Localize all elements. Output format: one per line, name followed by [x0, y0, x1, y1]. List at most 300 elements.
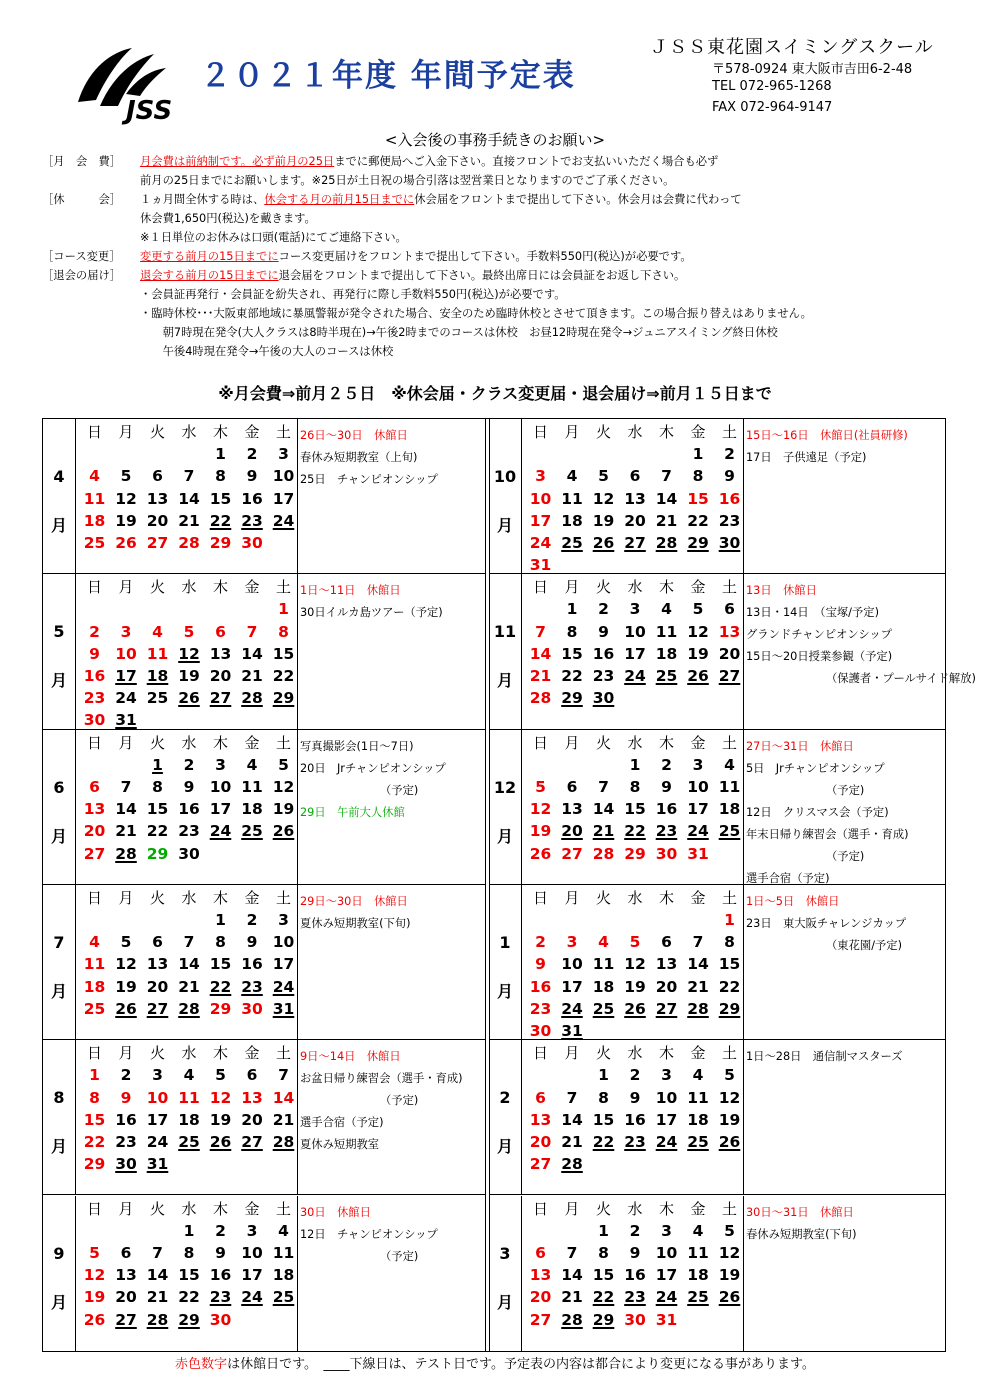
- day-cell: 30: [655, 844, 678, 863]
- day-cell: 7: [183, 933, 195, 952]
- day-cell: 12: [83, 1266, 106, 1285]
- notice-text-part: 退会届をフロントまで提出して下さい。最終出席日には会員証をお返し下さい。: [278, 269, 686, 282]
- event-item: 13日・14日 （宝塚/予定): [746, 606, 879, 620]
- day-cell: 13: [529, 1110, 552, 1129]
- day-cell: 11: [241, 777, 263, 796]
- event-item: 1日～11日 休館日: [300, 584, 401, 598]
- notice-row: [42, 323, 962, 342]
- day-cell: 11: [83, 489, 106, 508]
- month-suffix: 月: [50, 516, 67, 535]
- day-grid: [75, 885, 298, 1039]
- day-cell: 21: [115, 822, 137, 841]
- day-cell: 22: [83, 1132, 106, 1151]
- day-cell: 17: [529, 511, 552, 530]
- day-cell: 10: [529, 489, 552, 508]
- day-cell: 18: [241, 800, 263, 819]
- day-cell: 20: [655, 977, 678, 996]
- month-number: 11: [493, 622, 517, 642]
- weekday-header: 月: [118, 578, 134, 597]
- weekday-header: 月: [564, 1199, 580, 1218]
- day-cell: 30: [241, 534, 263, 552]
- weekday-header: 土: [721, 888, 737, 907]
- day-cell: 18: [272, 1266, 295, 1285]
- weekday-header: 水: [181, 733, 197, 752]
- weekday-header: 月: [118, 1199, 134, 1218]
- month-block-4: [43, 419, 485, 574]
- day-cell: 14: [115, 800, 137, 819]
- day-cell: 22: [209, 511, 232, 530]
- day-cell: 1: [183, 1221, 195, 1240]
- event-item: 30日～31日 休館日: [746, 1205, 854, 1219]
- weekday-header: 水: [181, 888, 197, 907]
- day-cell: 17: [272, 489, 295, 508]
- day-cell: 20: [624, 511, 646, 530]
- day-cell: 8: [152, 777, 163, 796]
- weekday-header: 木: [658, 733, 674, 752]
- day-cell: 26: [624, 999, 646, 1018]
- weekday-header: 土: [721, 1044, 737, 1063]
- day-cell: 10: [624, 622, 646, 641]
- day-cell: 23: [592, 667, 615, 686]
- weekday-header: 水: [181, 1044, 197, 1063]
- day-cell: 26: [83, 1310, 106, 1329]
- weekday-header: 日: [86, 423, 102, 441]
- day-cell: 17: [687, 800, 709, 819]
- day-cell: 27: [561, 844, 583, 863]
- day-cell: 12: [115, 955, 137, 974]
- day-cell: 15: [624, 800, 646, 819]
- weekday-header: 金: [690, 888, 706, 907]
- day-cell: 8: [724, 933, 735, 952]
- notice-text: [140, 152, 962, 171]
- day-cell: 29: [178, 1310, 200, 1329]
- weekday-header: 金: [244, 888, 260, 907]
- notice-text-part: 変更する前月の15日までに: [140, 250, 279, 263]
- day-cell: 1: [215, 911, 226, 930]
- month-suffix: 月: [50, 1137, 67, 1157]
- day-cell: 6: [724, 600, 735, 619]
- day-grid: [75, 1040, 298, 1194]
- day-cell: 4: [692, 1066, 704, 1085]
- day-cell: 13: [561, 800, 583, 819]
- month-label: [489, 885, 522, 1039]
- day-cell: 24: [561, 999, 583, 1018]
- day-cell: 9: [629, 1243, 641, 1262]
- notice-label: [42, 209, 140, 228]
- event-item: お盆日帰り練習会（選手・育成): [300, 1072, 463, 1086]
- event-item: 写真撮影会(1日～7日): [300, 739, 414, 753]
- day-cell: 18: [592, 977, 615, 996]
- day-cell: 5: [692, 600, 704, 619]
- event-item: （保護者・プールサイド解放): [826, 672, 976, 686]
- day-cell: 22: [272, 667, 295, 686]
- notice-text-part: ・会員証再発行・会員証を紛失され、再発行に際し手数料550円(税込)が必要です。: [140, 288, 566, 301]
- day-cell: 27: [529, 1310, 552, 1329]
- day-cell: 29: [209, 534, 232, 552]
- day-cell: 29: [592, 1310, 615, 1329]
- weekday-header: 木: [658, 888, 674, 907]
- logo-text: JSS: [126, 96, 173, 126]
- weekday-header: 火: [595, 578, 611, 597]
- month-number: 5: [53, 622, 65, 642]
- day-cell: 14: [561, 1110, 583, 1129]
- day-cell: 5: [724, 1066, 735, 1085]
- day-cell: 13: [146, 955, 169, 974]
- weekday-header: 火: [595, 1044, 611, 1063]
- event-item: （予定): [826, 783, 865, 797]
- event-item: （東花園/予定): [826, 938, 902, 952]
- day-cell: 21: [592, 822, 615, 841]
- day-cell: 1: [724, 911, 735, 930]
- day-cell: 18: [146, 667, 169, 686]
- weekday-header: 月: [564, 733, 580, 752]
- day-cell: 29: [624, 844, 646, 863]
- weekday-header: 木: [212, 423, 228, 441]
- tel: TEL 072-965-1268: [712, 79, 832, 94]
- day-cell: 2: [120, 1066, 132, 1085]
- day-cell: 9: [598, 622, 609, 641]
- day-cell: 2: [246, 911, 258, 930]
- day-cell: 23: [624, 1288, 646, 1307]
- weekday-header: 金: [244, 733, 260, 752]
- month-number: 1: [499, 932, 511, 952]
- day-cell: 17: [209, 800, 232, 819]
- notice-list: [42, 152, 962, 361]
- day-cell: 21: [687, 977, 709, 996]
- day-cell: 1: [152, 755, 163, 774]
- notice-text: [140, 190, 962, 209]
- day-cell: 25: [561, 534, 583, 552]
- day-cell: 21: [146, 1288, 169, 1307]
- day-cell: 4: [692, 1221, 704, 1240]
- day-cell: 21: [241, 667, 263, 686]
- day-cell: 27: [146, 534, 169, 552]
- day-cell: 19: [209, 1110, 232, 1129]
- day-cell: 14: [178, 955, 200, 974]
- day-cell: 12: [624, 955, 646, 974]
- month-label: [43, 1196, 76, 1351]
- day-cell: 27: [83, 844, 106, 863]
- month-label: [43, 730, 76, 884]
- weekday-header: 日: [86, 578, 102, 597]
- event-item: 9日～14日 休館日: [300, 1050, 401, 1064]
- day-cell: 19: [115, 511, 137, 530]
- event-item: 20日 Jrチャンピオンシップ: [300, 761, 446, 775]
- day-cell: 19: [592, 511, 615, 530]
- day-cell: 9: [661, 777, 672, 796]
- day-cell: 15: [687, 489, 709, 508]
- day-grid: [521, 730, 744, 884]
- notice-text-part: 休会届をフロントまで提出して下さい。休会月は会費に代わって: [414, 193, 742, 206]
- weekday-header: 火: [149, 423, 165, 441]
- notice-text-part: １ヵ月間全休する時は、: [140, 193, 265, 206]
- notice-row: [42, 342, 962, 361]
- notice-title: <入会後の事務手続きのお願い>: [384, 131, 606, 149]
- day-cell: 18: [655, 644, 678, 663]
- day-cell: 20: [83, 822, 106, 841]
- weekday-header: 木: [212, 1044, 228, 1063]
- day-cell: 3: [246, 1221, 258, 1240]
- day-cell: 2: [661, 755, 672, 774]
- event-item: 30日 休館日: [300, 1205, 371, 1219]
- day-cell: 1: [215, 445, 226, 464]
- day-cell: 5: [535, 777, 546, 796]
- day-cell: 27: [718, 667, 741, 686]
- day-cell: 2: [724, 445, 735, 464]
- day-cell: 7: [120, 777, 132, 796]
- day-cell: 2: [89, 622, 100, 641]
- month-number: 3: [499, 1243, 511, 1263]
- day-cell: 9: [246, 467, 258, 486]
- day-cell: 27: [529, 1155, 552, 1174]
- day-grid: [75, 1196, 298, 1351]
- footer-red-label: 赤色数字: [175, 1357, 228, 1372]
- month-suffix: 月: [496, 981, 513, 1001]
- day-cell: 21: [561, 1132, 583, 1151]
- day-cell: 5: [89, 1243, 100, 1262]
- day-cell: 5: [598, 467, 609, 486]
- weekday-header: 火: [149, 1044, 165, 1063]
- month-block-6: [43, 730, 485, 885]
- day-cell: 3: [278, 445, 289, 464]
- day-cell: 23: [241, 511, 263, 530]
- event-item: （予定): [826, 849, 865, 863]
- event-item: 12日 クリスマス会（予定): [746, 805, 889, 819]
- day-cell: 15: [592, 1110, 615, 1129]
- weekday-header: 水: [627, 578, 643, 597]
- day-cell: 10: [655, 1088, 678, 1107]
- day-cell: 8: [215, 467, 226, 486]
- day-cell: 6: [661, 933, 672, 952]
- day-grid: [521, 574, 744, 728]
- day-cell: 24: [529, 534, 552, 552]
- day-cell: 12: [115, 489, 137, 508]
- notice-text: [140, 171, 962, 190]
- day-cell: 26: [529, 844, 552, 863]
- day-cell: 16: [241, 489, 263, 508]
- event-item: 27日～31日 休館日: [746, 739, 854, 753]
- day-cell: 25: [178, 1132, 200, 1151]
- day-cell: 31: [529, 556, 552, 575]
- day-cell: 30: [241, 999, 263, 1018]
- event-item: 29日～30日 休館日: [300, 894, 408, 908]
- weekday-header: 土: [275, 733, 291, 752]
- day-cell: 8: [183, 1243, 195, 1262]
- day-cell: 2: [629, 1221, 641, 1240]
- weekday-header: 木: [658, 578, 674, 597]
- event-item: 春休み短期教室(下旬): [746, 1227, 857, 1241]
- day-cell: 28: [115, 844, 137, 863]
- day-cell: 13: [624, 489, 646, 508]
- notice-label: ［月 会 費］: [42, 155, 122, 168]
- notice-row: [42, 304, 962, 323]
- day-cell: 6: [566, 777, 578, 796]
- day-cell: 28: [146, 1310, 169, 1329]
- day-cell: 9: [120, 1088, 132, 1107]
- day-cell: 13: [146, 489, 169, 508]
- day-cell: 20: [529, 1132, 552, 1151]
- day-cell: 11: [655, 622, 678, 641]
- month-block-9: [43, 1196, 485, 1351]
- day-cell: 11: [592, 955, 615, 974]
- day-cell: 4: [89, 933, 100, 952]
- month-label: [489, 1040, 522, 1194]
- day-cell: 11: [146, 644, 169, 663]
- notice-text: [140, 266, 962, 285]
- day-cell: 1: [566, 600, 578, 619]
- day-cell: 31: [146, 1155, 169, 1174]
- day-cell: 15: [146, 800, 169, 819]
- weekday-header: 日: [86, 888, 102, 907]
- day-cell: 25: [272, 1288, 295, 1307]
- day-cell: 31: [561, 1022, 583, 1041]
- day-cell: 7: [535, 622, 546, 641]
- day-cell: 14: [529, 644, 552, 663]
- day-cell: 11: [687, 1088, 709, 1107]
- day-cell: 14: [655, 489, 678, 508]
- day-grid: [75, 574, 298, 728]
- notice-text: [140, 342, 962, 361]
- day-cell: 1: [278, 600, 289, 619]
- weekday-header: 土: [275, 888, 291, 907]
- weekday-header: 金: [244, 1199, 260, 1218]
- day-cell: 8: [598, 1243, 609, 1262]
- notice-text-part: 午後4時現在発令→午後の大人のコースは休校: [140, 345, 394, 358]
- day-cell: 23: [624, 1132, 646, 1151]
- weekday-header: 月: [564, 423, 580, 441]
- day-cell: 8: [598, 1088, 609, 1107]
- day-cell: 31: [115, 711, 137, 730]
- day-cell: 19: [687, 644, 709, 663]
- weekday-header: 水: [627, 1044, 643, 1063]
- day-cell: 13: [209, 644, 232, 663]
- day-cell: 3: [535, 467, 546, 486]
- month-number: 9: [53, 1243, 65, 1263]
- day-grid: [521, 419, 744, 573]
- month-label: [43, 574, 76, 728]
- event-item: 26日～30日 休館日: [300, 429, 408, 442]
- day-cell: 19: [718, 1110, 741, 1129]
- weekday-header: 水: [181, 423, 197, 441]
- day-cell: 15: [83, 1110, 106, 1129]
- jss-logo: [70, 40, 190, 130]
- weekday-header: 日: [532, 1199, 548, 1218]
- day-cell: 3: [661, 1066, 672, 1085]
- day-cell: 26: [209, 1132, 232, 1151]
- day-cell: 17: [624, 644, 646, 663]
- day-cell: 3: [278, 911, 289, 930]
- day-cell: 29: [561, 689, 583, 708]
- day-cell: 13: [83, 800, 106, 819]
- month-label: [489, 730, 522, 884]
- day-cell: 7: [246, 622, 258, 641]
- month-suffix: 月: [496, 516, 513, 535]
- month-suffix: 月: [496, 671, 513, 691]
- day-cell: 20: [529, 1288, 552, 1307]
- day-cell: 19: [178, 667, 200, 686]
- day-cell: 15: [718, 955, 741, 974]
- day-cell: 25: [655, 667, 678, 686]
- weekday-header: 日: [532, 578, 548, 597]
- weekday-header: 水: [181, 1199, 197, 1218]
- weekday-header: 木: [212, 578, 228, 597]
- day-cell: 24: [115, 689, 137, 708]
- day-cell: 6: [215, 622, 226, 641]
- day-cell: 18: [718, 800, 741, 819]
- day-cell: 12: [209, 1088, 232, 1107]
- weekday-header: 月: [118, 733, 134, 752]
- day-cell: 4: [183, 1066, 195, 1085]
- month-suffix: 月: [50, 1292, 67, 1312]
- notice-row: [42, 266, 962, 285]
- day-cell: 7: [566, 1088, 578, 1107]
- weekday-header: 木: [212, 1199, 228, 1218]
- weekday-header: 水: [627, 423, 643, 441]
- weekday-header: 火: [149, 578, 165, 597]
- notice-label: [42, 342, 140, 361]
- month-block-3: [489, 1196, 945, 1351]
- event-item: 夏休み短期教室(下旬): [300, 916, 411, 930]
- day-cell: 3: [120, 622, 132, 641]
- day-cell: 22: [718, 977, 741, 996]
- notice-row: [42, 190, 962, 209]
- day-cell: 16: [178, 800, 200, 819]
- day-cell: 6: [120, 1243, 132, 1262]
- day-cell: 19: [529, 822, 552, 841]
- day-cell: 30: [718, 534, 741, 552]
- weekday-header: 日: [532, 1044, 548, 1063]
- day-cell: 3: [566, 933, 578, 952]
- day-cell: 1: [89, 1066, 100, 1085]
- day-grid: [521, 1196, 744, 1351]
- day-cell: 12: [687, 622, 709, 641]
- day-cell: 6: [152, 467, 163, 486]
- day-cell: 28: [687, 999, 709, 1018]
- day-cell: 23: [209, 1288, 232, 1307]
- month-block-7: [43, 885, 485, 1040]
- event-item: 1日～5日 休館日: [746, 894, 840, 908]
- weekday-header: 木: [212, 733, 228, 752]
- day-grid: [521, 1040, 744, 1194]
- day-cell: 30: [83, 711, 106, 730]
- weekday-header: 土: [721, 733, 737, 752]
- day-cell: 5: [183, 622, 195, 641]
- event-item: 春休み短期教室（上旬): [300, 451, 418, 464]
- day-cell: 25: [83, 534, 106, 552]
- month-number: 7: [53, 932, 65, 952]
- day-cell: 18: [561, 511, 583, 530]
- day-cell: 4: [661, 600, 672, 619]
- day-cell: 16: [241, 955, 263, 974]
- day-cell: 21: [529, 667, 552, 686]
- weekday-header: 金: [690, 1199, 706, 1218]
- day-cell: 24: [655, 1132, 678, 1151]
- day-cell: 26: [272, 822, 295, 841]
- day-cell: 25: [83, 999, 106, 1018]
- day-cell: 24: [655, 1288, 678, 1307]
- day-cell: 15: [272, 644, 295, 663]
- weekday-header: 水: [627, 888, 643, 907]
- month-label: [43, 419, 76, 573]
- notice-row: [42, 171, 962, 190]
- month-suffix: 月: [496, 826, 513, 846]
- weekday-header: 土: [275, 1044, 291, 1063]
- day-cell: 26: [718, 1132, 741, 1151]
- month-suffix: 月: [50, 671, 67, 691]
- event-item: 選手合宿（予定): [746, 871, 830, 885]
- weekday-header: 土: [275, 578, 291, 597]
- day-cell: 2: [598, 600, 609, 619]
